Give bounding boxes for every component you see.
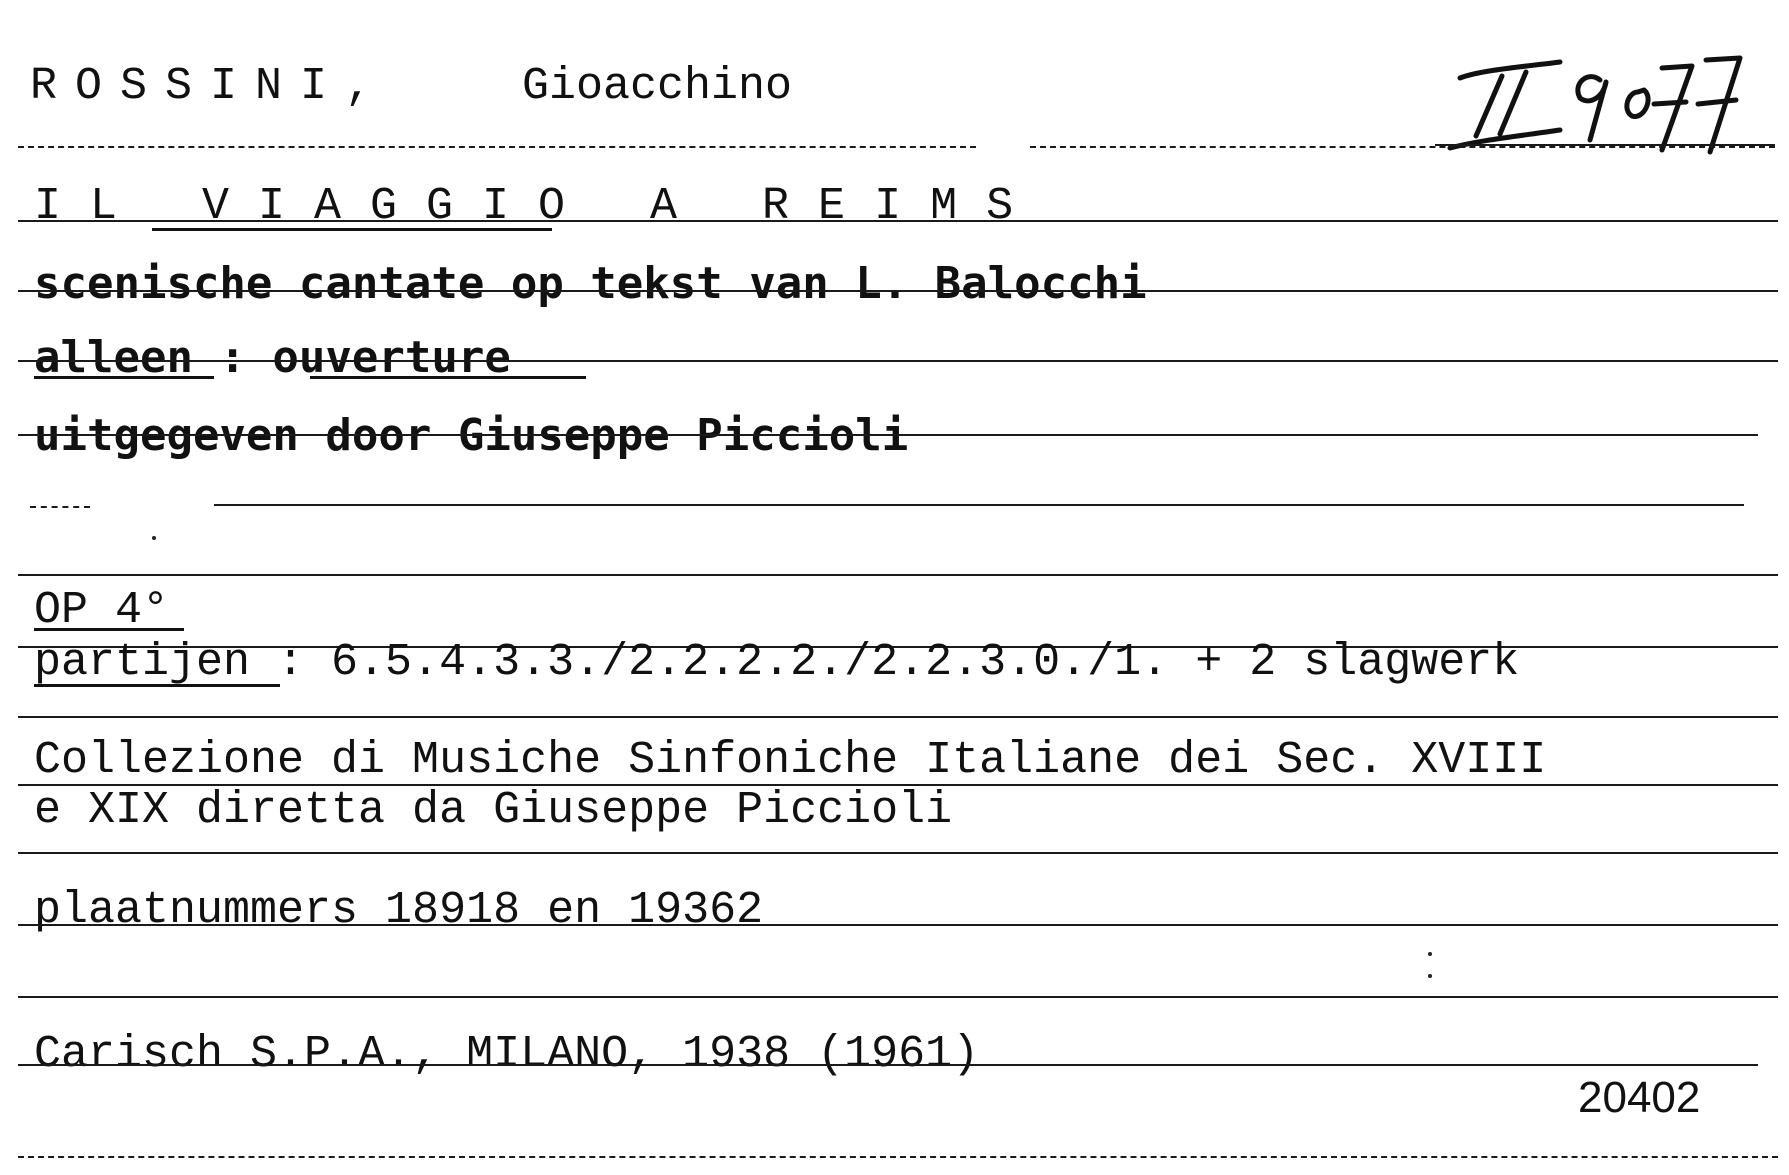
work-description: scenische cantate op tekst van L. Balocchi: [34, 258, 1147, 309]
work-title: IL VIAGGIO A REIMS: [34, 181, 1043, 232]
composer-given-name: Gioacchino: [522, 61, 793, 112]
opus-number: OP 4°: [34, 585, 170, 636]
accession-number: 20402: [1578, 1073, 1701, 1122]
plate-numbers: plaatnummers 18918 en 19362: [34, 885, 764, 936]
selection-note: alleen : ouverture: [34, 332, 511, 383]
parts-instrumentation: partijen : 6.5.4.3.3./2.2.2.2./2.2.3.0./1. + 2 slagwerk: [34, 637, 1520, 688]
editor-note: uitgegeven door Giuseppe Piccioli: [34, 410, 909, 461]
handwritten-shelfmark: [1440, 40, 1770, 160]
series-line-2: e XIX diretta da Giuseppe Piccioli: [34, 785, 953, 836]
imprint: Carisch S.P.A., MILANO, 1938 (1961): [34, 1029, 980, 1080]
series-line-1: Collezione di Musiche Sinfoniche Italiane dei Sec. XVIII: [34, 735, 1547, 786]
composer-surname: ROSSINI,: [30, 61, 391, 112]
